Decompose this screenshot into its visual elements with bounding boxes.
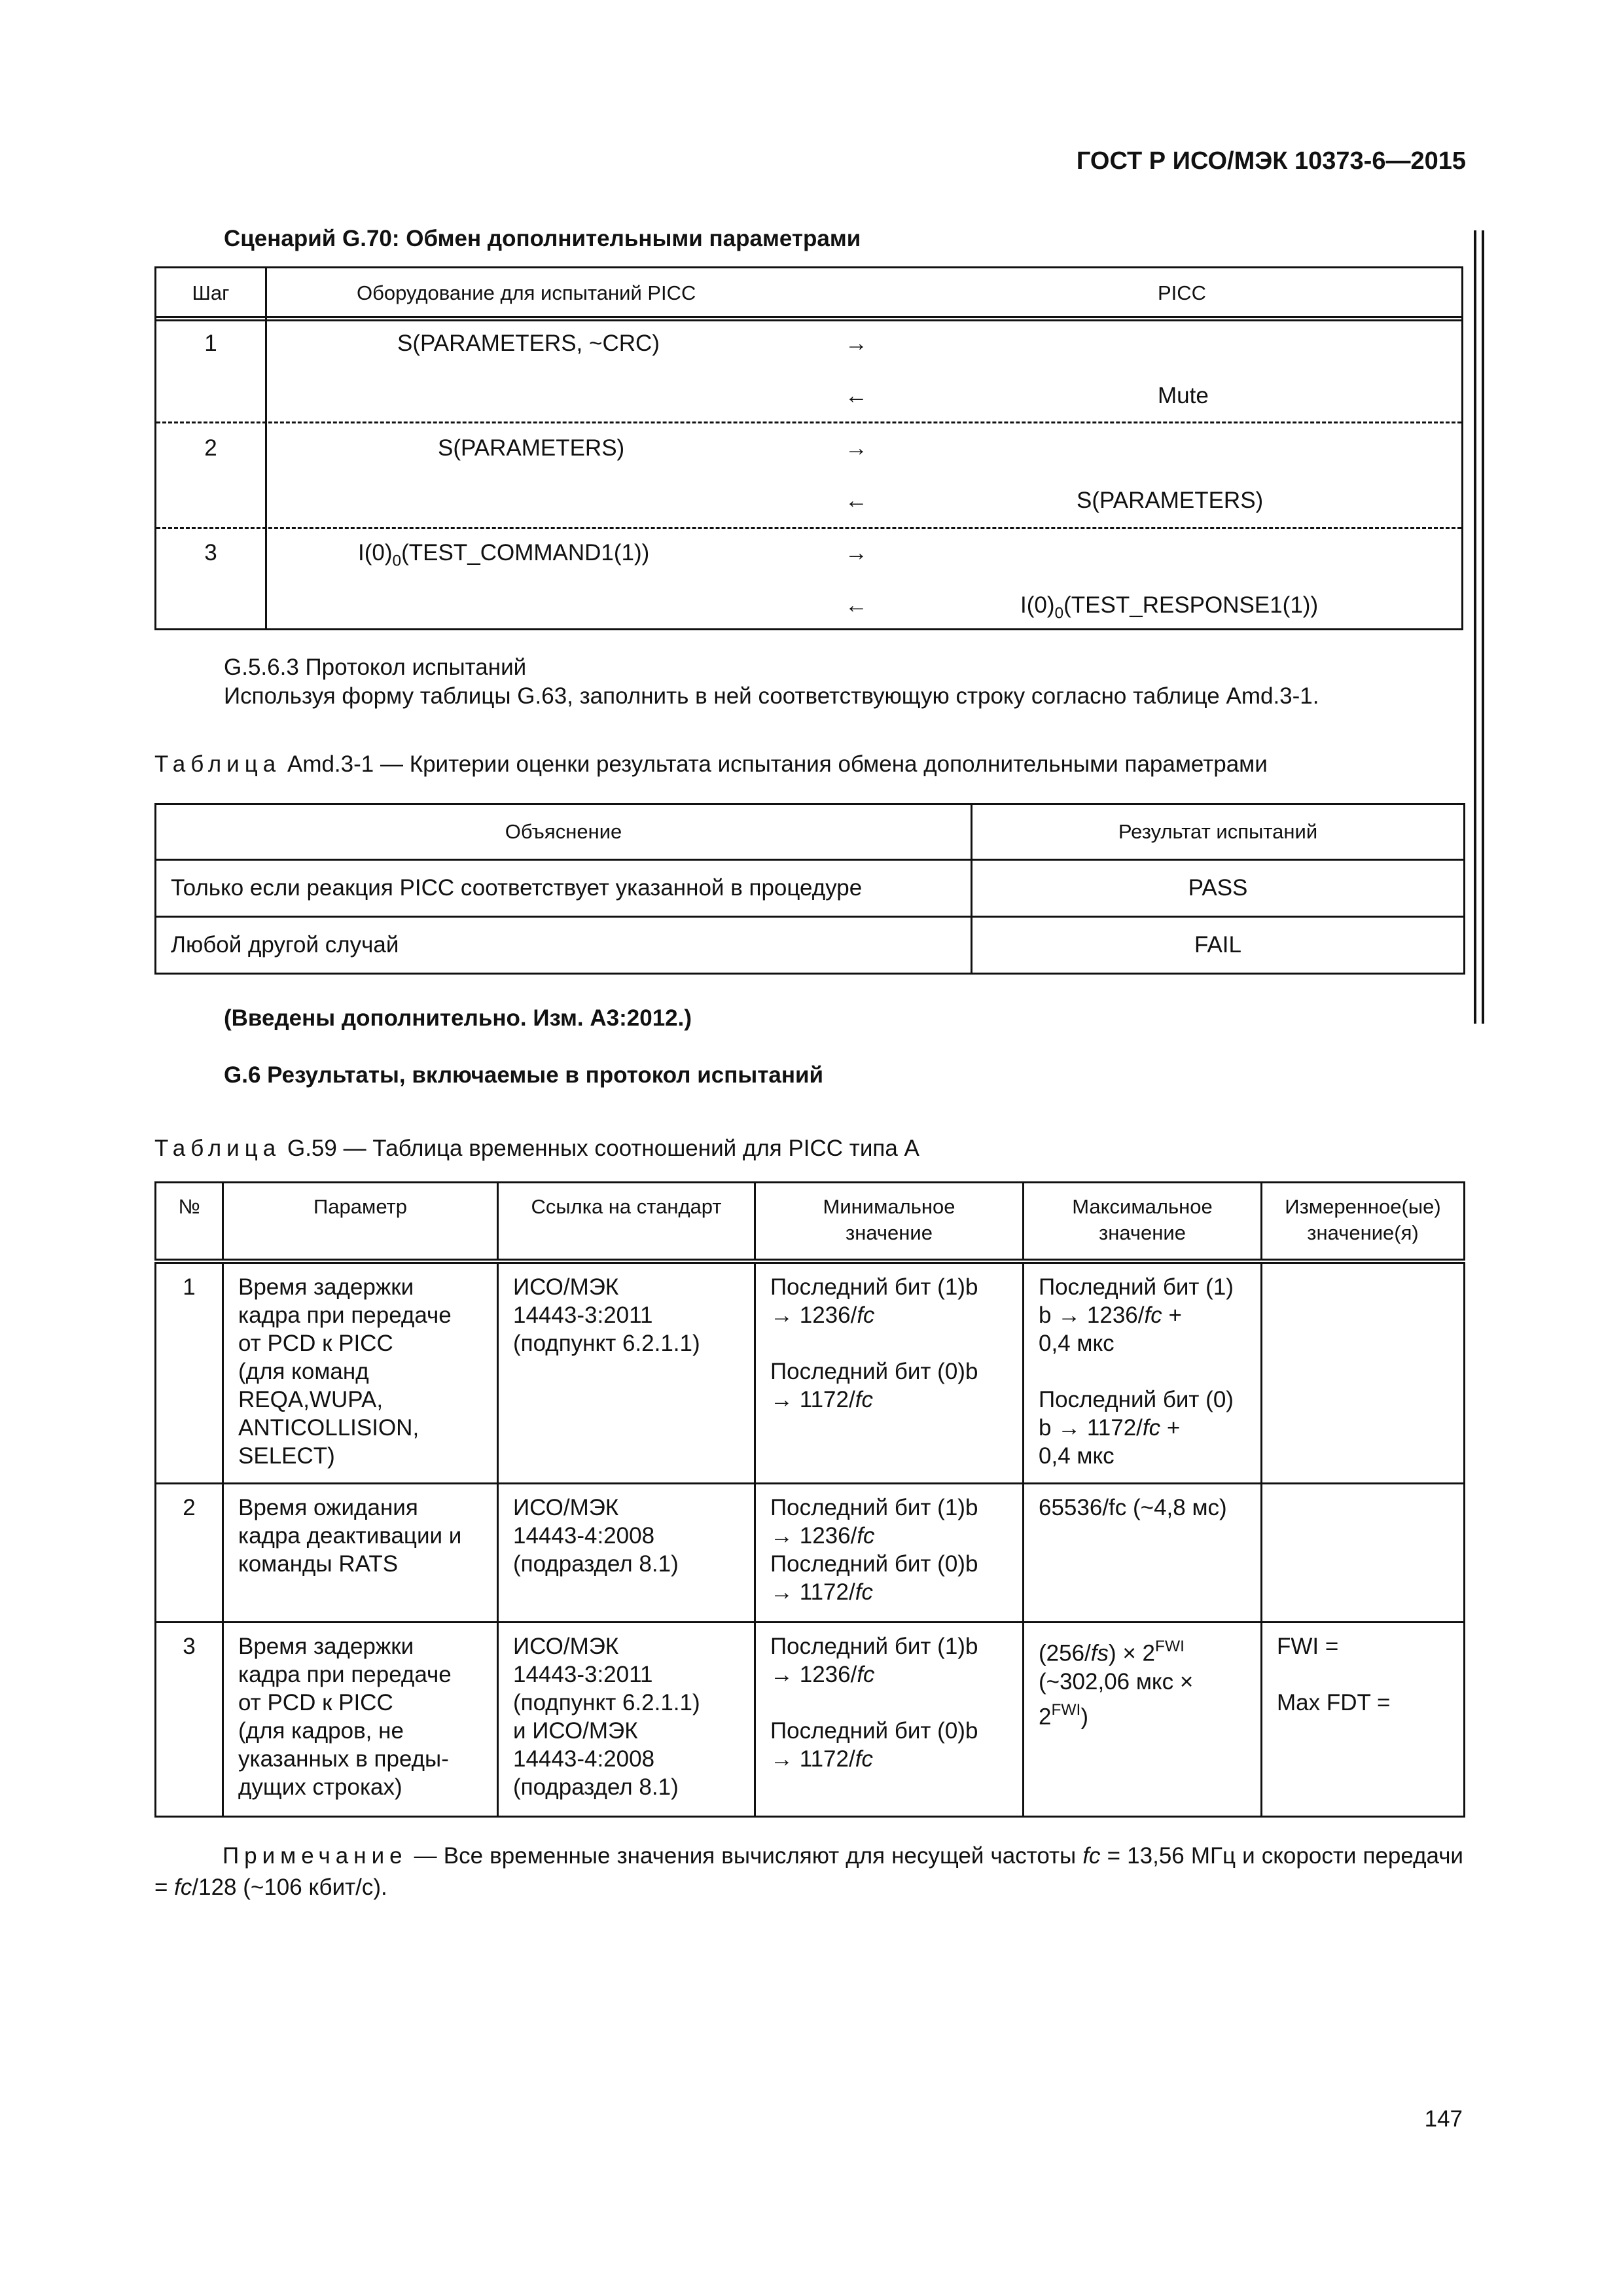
table-row bbox=[156, 860, 1465, 917]
section-heading: G.6 Результаты, включаемые в протокол испытаний bbox=[224, 1062, 824, 1088]
column-header-measured: Измеренное(ые) значение(я) bbox=[1262, 1183, 1465, 1261]
explanation-cell: Любой другой случай bbox=[156, 917, 972, 974]
column-header-reference: Ссылка на стандарт bbox=[498, 1183, 755, 1261]
column-header-explanation: Объяснение bbox=[156, 804, 972, 860]
timing-table bbox=[154, 1181, 1465, 1818]
picc-response: $I(0)_0(TEST\_RESPONSE1(1))$ bbox=[1020, 592, 1319, 622]
equipment-command: S(PARAMETERS) bbox=[438, 435, 625, 461]
protocol-heading: G.5.6.3 Протокол испытаний bbox=[224, 655, 527, 680]
protocol-text: Используя форму таблицы G.63, заполнить в ней соответствующую строку согласно таблице Amd.3-1. bbox=[224, 683, 1319, 709]
minimum-cell: Последний бит (1)b → 1236/fc Последний бит (0)b → 1172/fc bbox=[755, 1623, 1024, 1817]
measured-cell bbox=[1262, 1261, 1465, 1484]
arrow-right-icon: → bbox=[845, 331, 868, 356]
minimum-cell: Последний бит (1)b → 1236/fc Последний бит (0)b → 1172/fc bbox=[755, 1484, 1024, 1623]
table-note: Примечание — Все временные значения вычисляют для несущей частоты fc = 13,56 МГц и скорости передачи = fc/128 (~106 кбит/с). bbox=[154, 1843, 1463, 1900]
page-number: 147 bbox=[1424, 2106, 1463, 2132]
picc-response: S(PARAMETERS) bbox=[1077, 488, 1264, 513]
arrow-left-icon: ← bbox=[845, 383, 868, 408]
change-bar bbox=[1474, 230, 1476, 1024]
measured-cell: FWI = Max FDT = bbox=[1262, 1623, 1465, 1817]
step-number: 2 bbox=[204, 435, 217, 461]
column-header-equipment: Оборудование для испытаний PICC bbox=[357, 281, 696, 304]
equipment-command: S(PARAMETERS, ~CRC) bbox=[397, 331, 660, 356]
parameter-cell: Время ожидания кадра деактивации и команды RATS bbox=[223, 1484, 498, 1623]
column-header-number: № bbox=[156, 1183, 223, 1261]
step-number: 3 bbox=[204, 540, 217, 565]
column-header-picc: PICC bbox=[1158, 281, 1207, 304]
column-header-minimum: Минимальное значение bbox=[755, 1183, 1024, 1261]
parameter-cell: Время задержки кадра при передаче от PCD к PICC (для команд REQA,WUPA, ANTICOLLISION, SELECT) bbox=[223, 1261, 498, 1484]
reference-cell: ИСО/МЭК 14443-3:2011 (подпункт 6.2.1.1) и ИСО/МЭК 14443-4:2008 (подраздел 8.1) bbox=[498, 1623, 755, 1817]
row-number: 2 bbox=[156, 1484, 223, 1623]
column-header-result: Результат испытаний bbox=[972, 804, 1465, 860]
minimum-cell: Последний бит (1)b → 1236/fc Последний бит (0)b → 1172/fc bbox=[755, 1261, 1024, 1484]
result-cell: FAIL bbox=[972, 917, 1465, 974]
maximum-cell: Последний бит (1) b → 1236/fc + 0,4 мкс Последний бит (0) b → 1172/fc + 0,4 мкс bbox=[1024, 1261, 1262, 1484]
arrow-right-icon: → bbox=[845, 435, 868, 461]
parameter-cell: Время задержки кадра при передаче от PCD к PICC (для кадров, не указанных в преды- дущих строках) bbox=[223, 1623, 498, 1817]
measured-cell bbox=[1262, 1484, 1465, 1623]
step-number: 1 bbox=[204, 331, 217, 356]
arrow-right-icon: → bbox=[845, 540, 868, 565]
column-header-step: Шаг bbox=[192, 281, 230, 304]
evaluation-criteria-table bbox=[154, 803, 1465, 975]
column-header-parameter: Параметр bbox=[223, 1183, 498, 1261]
change-bar bbox=[1482, 230, 1484, 1024]
table-row bbox=[156, 1623, 1465, 1817]
row-number: 3 bbox=[156, 1623, 223, 1817]
scenario-title: Сценарий G.70: Обмен дополнительными параметрами bbox=[224, 226, 861, 251]
table-amd-caption: Таблица Amd.3-1 — Критерии оценки результата испытания обмена дополнительными параметрами bbox=[154, 751, 1268, 777]
table-row bbox=[156, 1261, 1465, 1484]
document-header: ГОСТ Р ИСО/МЭК 10373-6—2015 bbox=[1076, 147, 1466, 175]
arrow-left-icon: ← bbox=[845, 592, 868, 618]
amendment-note: (Введены дополнительно. Изм. А3:2012.) bbox=[224, 1005, 692, 1031]
column-header-maximum: Максимальное значение bbox=[1024, 1183, 1262, 1261]
picc-response: Mute bbox=[1158, 383, 1209, 408]
table-row bbox=[156, 917, 1465, 974]
maximum-cell: 65536/fc (~4,8 мс) bbox=[1024, 1484, 1262, 1623]
reference-cell: ИСО/МЭК 14443-3:2011 (подпункт 6.2.1.1) bbox=[498, 1261, 755, 1484]
row-number: 1 bbox=[156, 1261, 223, 1484]
explanation-cell: Только если реакция PICC соответствует указанной в процедуре bbox=[156, 860, 972, 917]
table-g59-caption: Таблица G.59 — Таблица временных соотношений для PICC типа А bbox=[154, 1136, 919, 1161]
equipment-command: $I(0)_0(TEST\_COMMAND1(1))$ bbox=[358, 540, 650, 570]
result-cell: PASS bbox=[972, 860, 1465, 917]
scenario-table bbox=[154, 266, 1463, 630]
maximum-cell: $(256/fs) \times 2^{FWI}$ (~302,06 мкс × $2^{FWI}$) bbox=[1024, 1623, 1262, 1817]
arrow-left-icon: ← bbox=[845, 488, 868, 513]
table-row bbox=[156, 1484, 1465, 1623]
reference-cell: ИСО/МЭК 14443-4:2008 (подраздел 8.1) bbox=[498, 1484, 755, 1623]
